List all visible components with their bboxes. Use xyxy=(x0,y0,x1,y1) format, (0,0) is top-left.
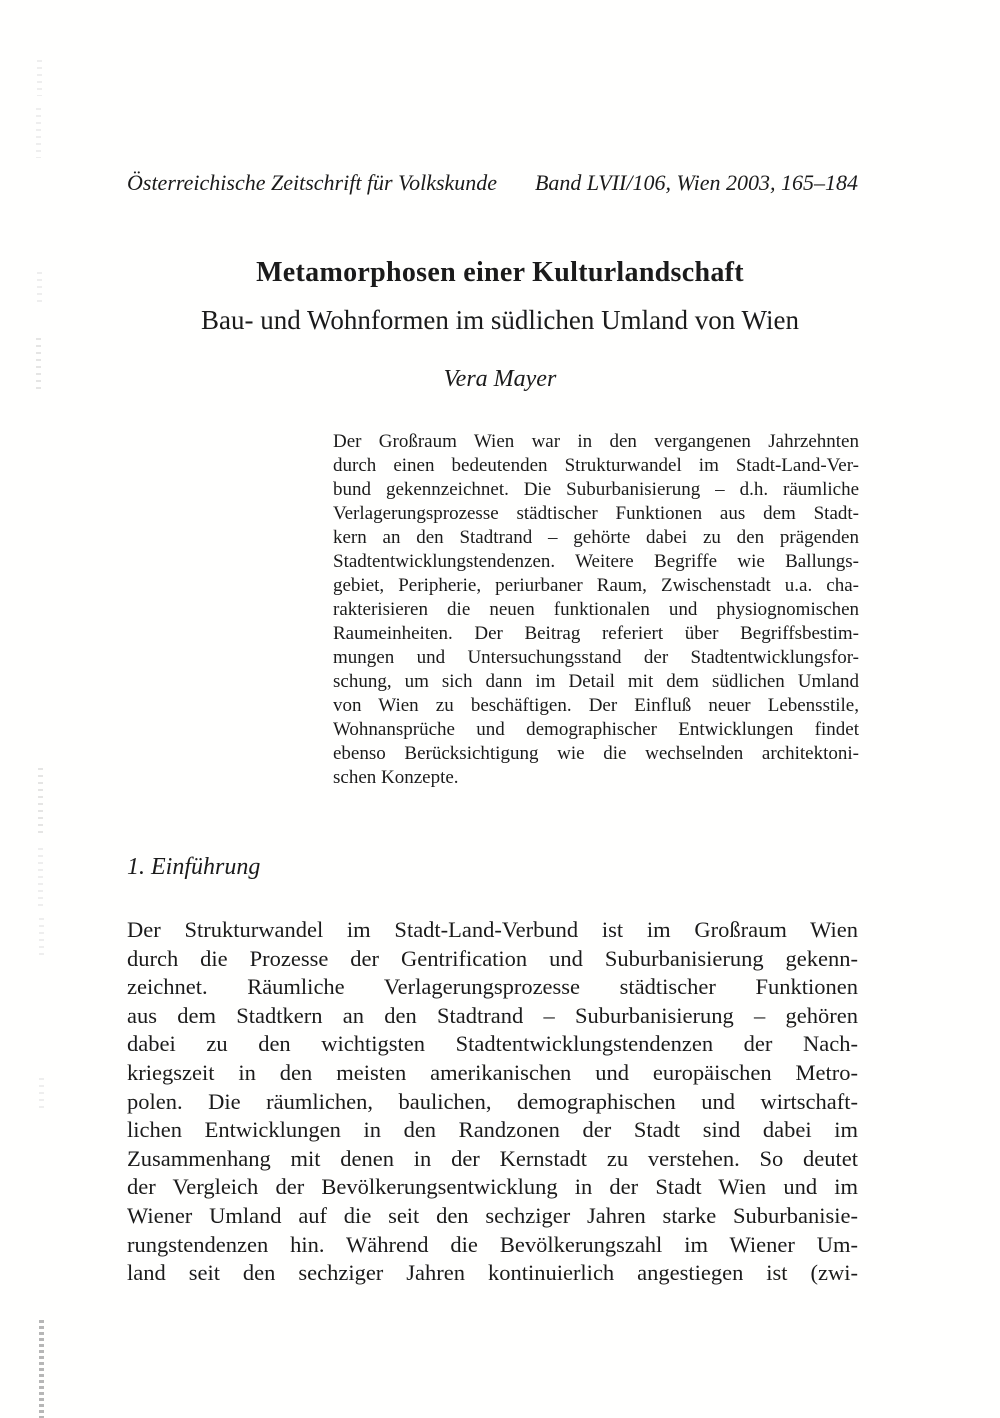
body-paragraph xyxy=(127,916,858,1288)
scan-artifact xyxy=(39,918,44,958)
text-line: Wohnansprüche und demographischer Entwicklungen findet xyxy=(333,719,859,740)
scan-artifact xyxy=(39,1320,44,1418)
text-line: Zusammenhang mit denen in der Kernstadt zu verstehen. So deutet xyxy=(127,1145,858,1171)
text-line: schung, um sich dann im Detail mit dem südlichen Umland xyxy=(333,671,859,692)
text-line: Raumeinheiten. Der Beitrag referiert über Begriffsbestim- xyxy=(333,623,859,644)
text-line: schen Konzepte. xyxy=(333,767,459,788)
text-line: ebenso Berücksichtigung wie die wechselnden architektoni- xyxy=(333,743,859,764)
text-line: rungstendenzen hin. Während die Bevölkerungszahl im Wiener Um- xyxy=(127,1231,858,1257)
scan-artifact xyxy=(38,848,43,910)
text-line: durch einen bedeutenden Strukturwandel im Stadt-Land-Ver- xyxy=(333,455,859,476)
text-line: gebiet, Peripherie, periurbaner Raum, Zwischenstadt u.a. cha- xyxy=(333,575,859,596)
text-line: land seit den sechziger Jahren kontinuierlich angestiegen ist (zwi- xyxy=(127,1260,858,1286)
abstract-paragraph xyxy=(333,430,859,790)
scan-artifact xyxy=(39,1078,44,1108)
text-line: polen. Die räumlichen, baulichen, demographischen und wirtschaft- xyxy=(127,1088,858,1114)
scan-artifact xyxy=(37,60,42,96)
text-line: der Vergleich der Bevölkerungsentwicklung in der Stadt Wien und im xyxy=(127,1174,858,1200)
journal-issue: Band LVII/106, Wien 2003, 165–184 xyxy=(534,170,858,195)
text-line: zeichnet. Räumliche Verlagerungsprozesse städtischer Funktionen xyxy=(127,974,858,1000)
text-line: rakterisieren die neuen funktionalen und physiognomischen xyxy=(333,599,859,620)
scan-artifact xyxy=(36,108,41,158)
text-line: mungen und Untersuchungsstand der Stadtentwicklungsfor- xyxy=(333,647,859,668)
text-line: durch die Prozesse der Gentrification und Suburbanisierung gekenn- xyxy=(127,945,858,971)
scan-artifact xyxy=(38,768,43,834)
text-line: Der Großraum Wien war in den vergangenen Jahrzehnten xyxy=(333,431,859,452)
text-line: aus dem Stadtkern an den Stadtrand – Suburbanisierung – gehören xyxy=(127,1002,858,1028)
section-heading: 1. Einführung xyxy=(127,854,261,880)
text-line: Wiener Umland auf die seit den sechziger Jahren starke Suburbanisie- xyxy=(127,1202,858,1228)
scan-artifact xyxy=(37,272,42,306)
journal-header xyxy=(127,170,858,196)
article-author: Vera Mayer xyxy=(443,366,557,392)
article-subtitle: Bau- und Wohnformen im südlichen Umland von Wien xyxy=(201,305,799,335)
text-line: kern an den Stadtrand – gehörte dabei zu den prägenden xyxy=(333,527,859,548)
text-line: kriegszeit in den meisten amerikanischen und europäischen Metro- xyxy=(127,1059,858,1085)
text-line: Verlagerungsprozesse städtischer Funktionen aus dem Stadt- xyxy=(333,503,859,524)
text-line: bund gekennzeichnet. Die Suburbanisierung – d.h. räumliche xyxy=(333,479,859,500)
text-line: dabei zu den wichtigsten Stadtentwicklungstendenzen der Nach- xyxy=(127,1031,858,1057)
article-title: Metamorphosen einer Kulturlandschaft xyxy=(256,257,744,288)
journal-name: Österreichische Zeitschrift für Volkskunde xyxy=(127,170,498,195)
text-line: Stadtentwicklungstendenzen. Weitere Begriffe wie Ballungs- xyxy=(333,551,859,572)
text-line: lichen Entwicklungen in den Randzonen der Stadt sind dabei im xyxy=(127,1117,858,1143)
text-line: von Wien zu beschäftigen. Der Einfluß neuer Lebensstile, xyxy=(333,695,859,716)
text-line: Der Strukturwandel im Stadt-Land-Verbund ist im Großraum Wien xyxy=(127,917,858,942)
scan-artifact xyxy=(36,338,41,390)
